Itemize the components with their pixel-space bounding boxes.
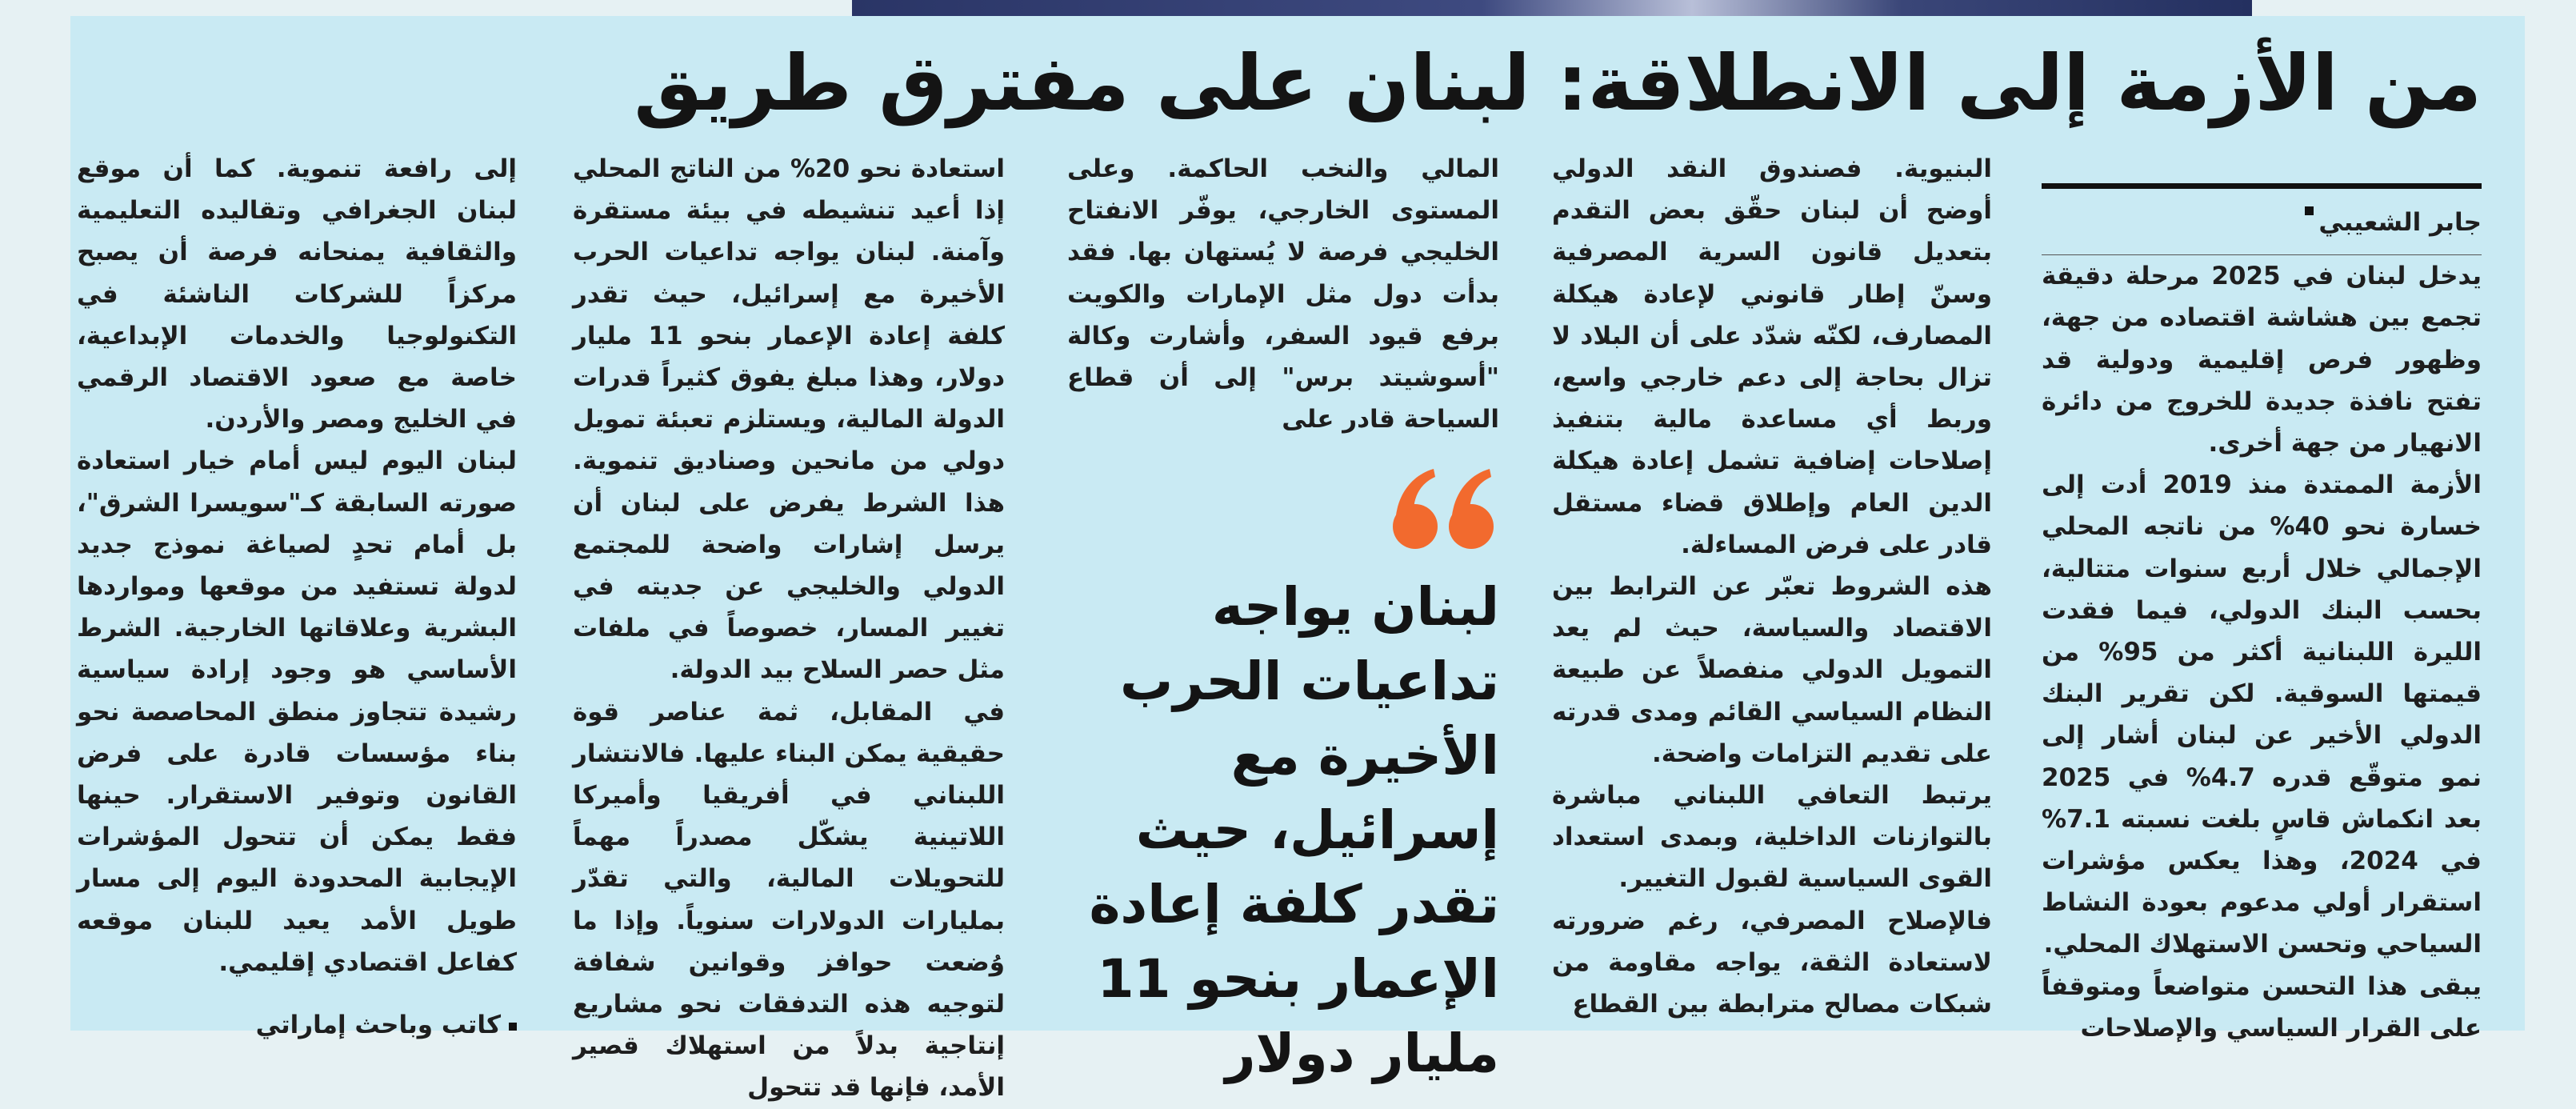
author-footnote bbox=[77, 1004, 517, 1046]
pull-quote bbox=[1067, 464, 1499, 1091]
paragraph: إلى رافعة تنموية. كما أن موقع لبنان الجغرافي وتقاليده التعليمية والثقافية يمنحانه فرصة أن يصبح مركزاً للشركات الناشئة في التكنولوجيا والخدمات الإبداعية، خاصة مع صعود الاقتصاد الرقمي في الخليج ومصر والأردن. bbox=[77, 154, 517, 434]
paragraph: البنيوية. فصندوق النقد الدولي أوضح أن لبنان حقّق بعض التقدم بتعديل قانون السرية المصرفية وسنّ إطار قانوني لإعادة هيكلة المصارف، لكنّه شدّد على أن البلاد لا تزال بحاجة إلى دعم خارجي واسع، وربط أي مساعدة مالية بتنفيذ إصلاحات إضافية تشمل إعادة هيكلة الدين العام وإطلاق قضاء مستقل قادر على فرض المساءلة. bbox=[1552, 154, 1992, 559]
pull-quote-text: لبنان يواجه تداعيات الحرب الأخيرة مع إسرائيل، حيث تقدر كلفة إعادة الإعمار بنحو 11 مليار دولار bbox=[1089, 576, 1499, 1084]
article-column-5 bbox=[77, 148, 517, 1040]
author-name: جابر الشعيبي bbox=[2318, 208, 2482, 237]
paragraph: هذه الشروط تعبّر عن الترابط بين الاقتصاد والسياسة، حيث لم يعد التمويل الدولي منفصلاً عن طبيعة النظام السياسي القائم ومدى قدرته على تقديم التزامات واضحة. bbox=[1552, 572, 1992, 768]
paragraph: لبنان اليوم ليس أمام خيار استعادة صورته السابقة كـ"سويسرا الشرق"، بل أمام تحدٍ لصياغة نموذج جديد لدولة تستفيد من موقعها ومواردها البشرية وعلاقاتها الخارجية. الشرط الأساسي هو وجود إرادة سياسية رشيدة تتجاوز منطق المحاصصة نحو بناء مؤسسات قادرة على فرض القانون وتوفير الاستقرار. حينها فقط يمكن أن تتحول المؤشرات الإيجابية المحدودة اليوم إلى مسار طويل الأمد يعيد للبنان موقعه كفاعل اقتصادي إقليمي. bbox=[77, 446, 517, 977]
author-rule bbox=[2042, 183, 2482, 189]
paragraph: المالي والنخب الحاكمة. وعلى المستوى الخارجي، يوفّر الانفتاح الخليجي فرصة لا يُستهان بها. فقد بدأت دول مثل الإمارات والكويت برفع قيود السفر، وأشارت وكالة "أسوشيتد برس" إلى أن قطاع السياحة قادر على bbox=[1067, 154, 1499, 434]
paragraph: الأزمة الممتدة منذ 2019 أدت إلى خسارة نحو 40% من ناتجه المحلي الإجمالي خلال أربع سنوات متتالية، بحسب البنك الدولي، فيما فقدت الليرة اللبنانية أكثر من 95% من قيمتها السوقية. لكن تقرير البنك الدولي الأخير عن لبنان أشار إلى نمو متوقّع قدره 4.7% في 2025 بعد انكماش قاسٍ بلغت نسبته 7.1% في 2024، وهذا يعكس مؤشرات استقرار أولي مدعوم بعودة النشاط السياحي وتحسن الاستهلاك المحلي. bbox=[2042, 470, 2482, 959]
paragraph: يدخل لبنان في 2025 مرحلة دقيقة تجمع بين هشاشة اقتصاده من جهة، وظهور فرص إقليمية ودولية قد تفتح نافذة جديدة للخروج من دائرة الانهيار من جهة أخرى. bbox=[2042, 262, 2482, 458]
quote-icon bbox=[1387, 464, 1499, 552]
paragraph: يرتبط التعافي اللبناني مباشرة بالتوازنات الداخلية، وبمدى استعداد القوى السياسية لقبول التغيير. bbox=[1552, 781, 1992, 894]
article-column-4 bbox=[573, 148, 1006, 1103]
paragraph: استعادة نحو 20% من الناتج المحلي إذا أعيد تنشيطه في بيئة مستقرة وآمنة. لبنان يواجه تداعيات الحرب الأخيرة مع إسرائيل، حيث تقدر كلفة إعادة الإعمار بنحو 11 مليار دولار، وهذا مبلغ يفوق كثيراً قدرات الدولة المالية، ويستلزم تعبئة تمويل دولي من مانحين وصناديق تنموية. هذا الشرط يفرض على لبنان أن يرسل إشارات واضحة للمجتمع الدولي والخليجي عن جديته في تغيير المسار، خصوصاً في ملفات مثل حصر السلاح بيد الدولة. bbox=[573, 154, 1006, 685]
author-byline bbox=[2042, 202, 2482, 243]
paragraph: فالإصلاح المصرفي، رغم ضرورته لاستعادة الثقة، يواجه مقاومة من شبكات مصالح مترابطة بين القطاع bbox=[1552, 906, 1992, 1019]
article-panel bbox=[70, 16, 2525, 1103]
header-photo-strip bbox=[852, 0, 2252, 16]
article-column-1 bbox=[2042, 148, 2482, 1043]
author-title: كاتب وباحث إماراتي bbox=[255, 1011, 501, 1040]
article-column-3 bbox=[1067, 148, 1499, 434]
bullet-square-icon bbox=[2305, 206, 2314, 215]
article-column-2 bbox=[1552, 148, 1992, 1019]
article-headline: من الأزمة إلى الانطلاقة: لبنان على مفترق طريق bbox=[634, 38, 2482, 128]
paragraph: يبقى هذا التحسن متواضعاً ومتوقفاً على القرار السياسي والإصلاحات bbox=[2042, 971, 2482, 1043]
bullet-square-icon bbox=[509, 1023, 517, 1031]
paragraph: في المقابل، ثمة عناصر قوة حقيقية يمكن البناء عليها. فالانتشار اللبناني في أفريقيا وأميركا اللاتينية يشكّل مصدراً مهماً للتحويلات المالية، والتي تقدّر بمليارات الدولارات سنوياً. وإذا ما وُضعت حوافز وقوانين شفافة لتوجيه هذه التدفقات نحو مشاريع إنتاجية بدلاً من استهلاك قصير الأمد، فإنها قد تتحول bbox=[573, 697, 1005, 1103]
